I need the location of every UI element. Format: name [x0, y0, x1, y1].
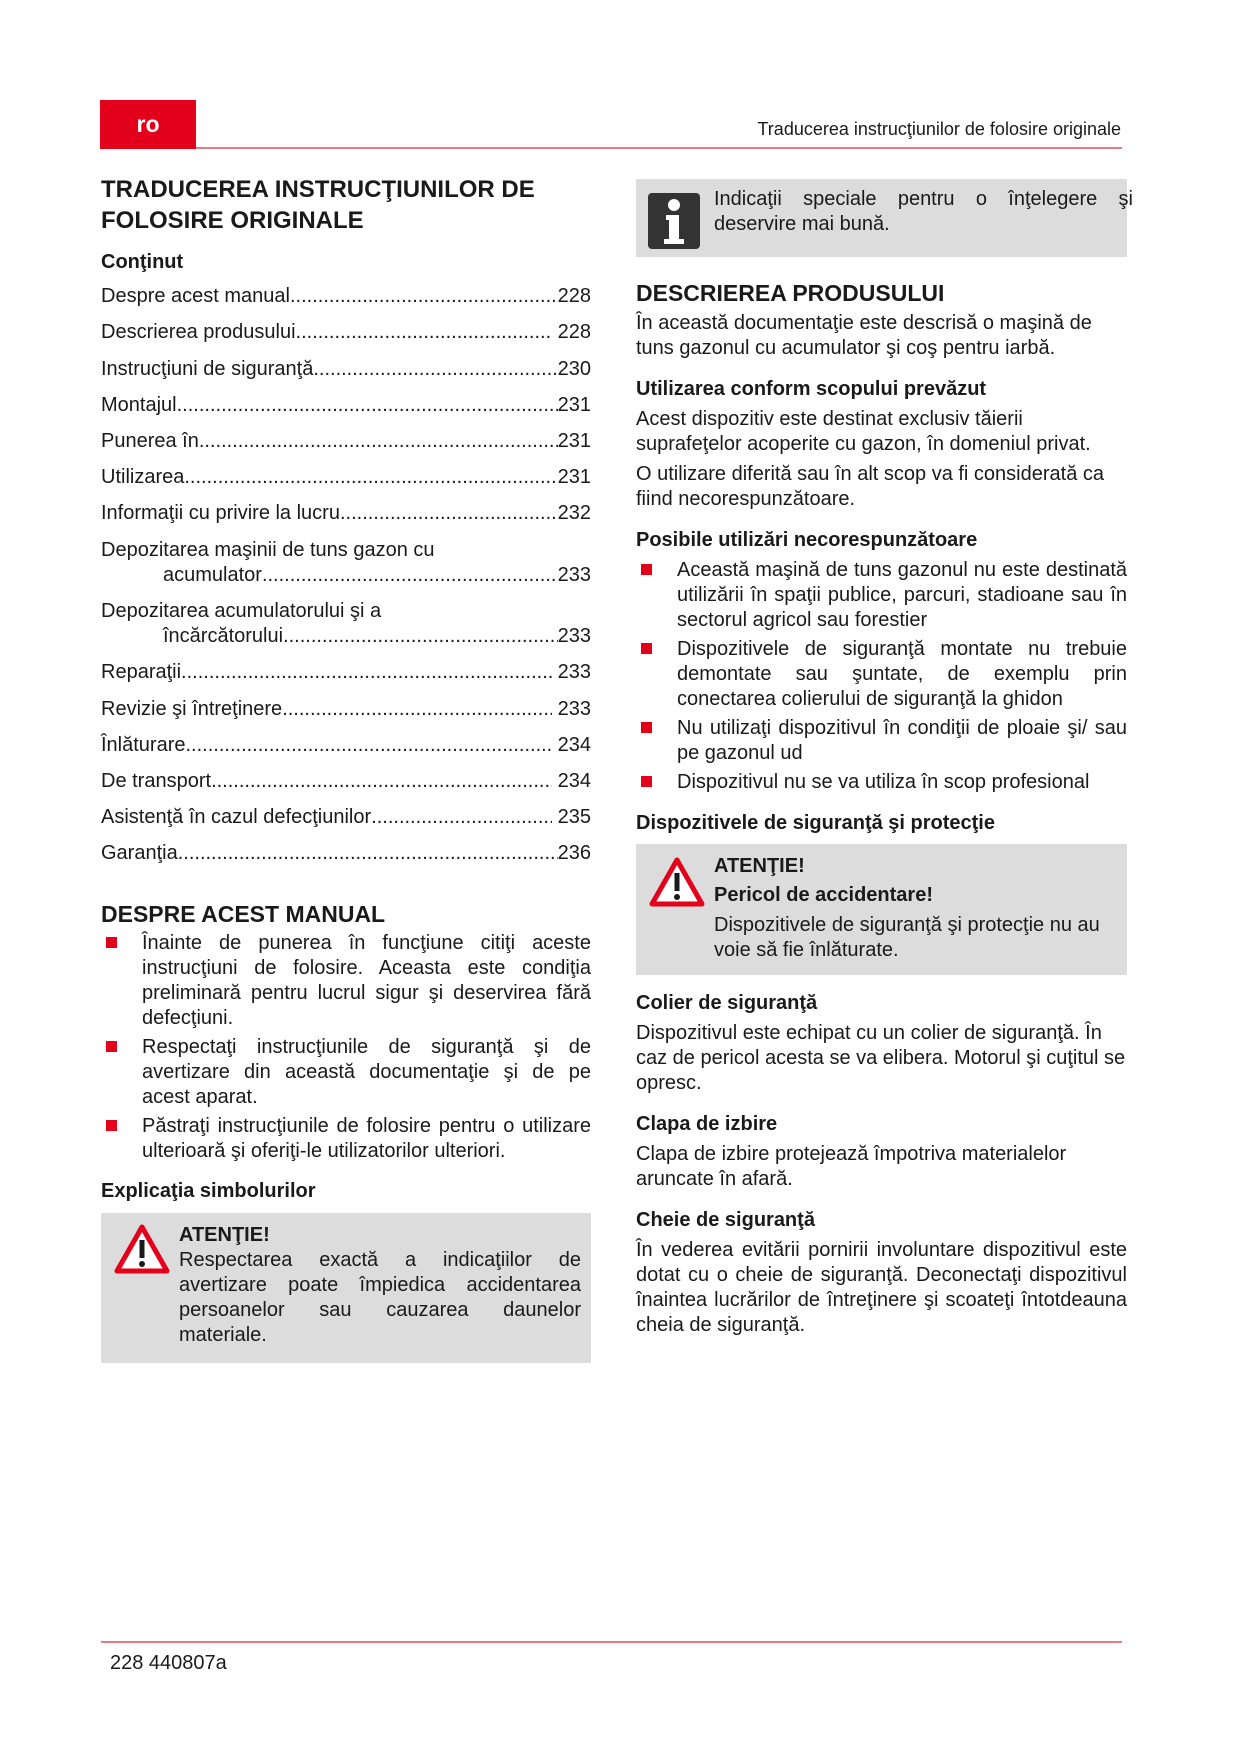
list-item: Păstraţi instrucţiunile de folosire pentru o utilizare ulterioară şi oferiţi-le utilizatorilor ulteriori. [101, 1114, 591, 1164]
toc-entry-text-cont: acumulator [163, 564, 262, 586]
toc-entry-text: Despre acest manual [101, 285, 290, 307]
impact-flap-text: Clapa de izbire protejează împotriva materialelor aruncate în afară. [636, 1143, 1067, 1190]
about-list [101, 931, 591, 1164]
toc-entry[interactable] [101, 733, 591, 758]
safety-devices-heading: Dispozitivele de siguranţă şi protecţie [636, 812, 995, 834]
toc-entry[interactable] [101, 660, 591, 685]
misuse-heading: Posibile utilizări necorespunzătoare [636, 529, 978, 551]
toc-entry-page: 233 [557, 625, 591, 647]
safety-collar-heading: Colier de siguranţă [636, 992, 818, 1014]
toc-entry-page: 230 [557, 358, 591, 380]
safety-warning-subtitle: Pericol de accidentare! [714, 884, 933, 906]
list-item: Respectaţi instrucţiunile de siguranţă şi de avertizare din această documentaţie şi de pe acest aparat. [101, 1035, 591, 1110]
safety-warning-box [636, 844, 1127, 975]
toc-entry[interactable] [101, 429, 591, 454]
warning-triangle-icon [113, 1223, 171, 1275]
list-item: Dispozitivele de siguranţă montate nu trebuie demontate sau şuntate, de exemplu prin conectarea colierului de siguranţă la ghidon [636, 637, 1127, 712]
toc-entry-text: Informaţii cu privire la lucru [101, 502, 340, 524]
info-icon [648, 193, 700, 249]
toc-entry-text-cont: încărcătorului [163, 625, 284, 647]
impact-flap-heading: Clapa de izbire [636, 1113, 778, 1135]
about-heading: DESPRE ACEST MANUAL [101, 901, 386, 927]
toc-entry-page: 233 [552, 661, 591, 683]
toc-entry[interactable] [101, 805, 591, 830]
toc-entry-page: 231 [557, 394, 591, 416]
toc-entry[interactable] [101, 697, 591, 722]
left-column [101, 174, 591, 1363]
info-box [636, 179, 1133, 257]
table-of-contents [101, 284, 591, 866]
description-heading: DESCRIEREA PRODUSULUI [636, 280, 945, 306]
toc-entry[interactable] [101, 769, 591, 794]
info-text: Indicaţii speciale pentru o înţelegere şi deservire mai bună. [714, 188, 1133, 235]
toc-entry-text: Depozitarea maşinii de tuns gazon cu [101, 539, 435, 561]
toc-entry[interactable] [101, 320, 591, 345]
toc-entry[interactable] [101, 284, 591, 309]
safety-warning-text: Dispozitivele de siguranţă şi protecţie nu au voie să fie înlăturate. [714, 914, 1100, 961]
safety-key-text: În vederea evitării pornirii involuntare dispozitivul este dotat cu o cheie de siguranţă. Deconectaţi dispozitivul înaintea lucrărilor de întreţinere şi scoateţi întotdeauna cheia de siguranţă. [636, 1239, 1127, 1336]
toc-entry[interactable] [101, 599, 591, 649]
header-divider [196, 147, 1122, 149]
page-title [101, 174, 591, 236]
intended-use-heading: Utilizarea conform scopului prevăzut [636, 378, 987, 400]
page-title-line2: FOLOSIRE ORIGINALE [101, 207, 364, 234]
safety-key-heading: Cheie de siguranţă [636, 1209, 815, 1231]
toc-entry-text: Utilizarea [101, 466, 185, 488]
toc-heading: Conţinut [101, 251, 184, 273]
description-text: În această documentaţie este descrisă o maşină de tuns gazonul cu acumulator şi coş pentru iarbă. [636, 312, 1092, 359]
list-item: Această maşină de tuns gazonul nu este destinată utilizării în spaţii publice, parcuri, stadioane sau în sectorul agricol sau forestier [636, 558, 1127, 633]
warning-triangle-icon [648, 856, 706, 908]
intended-use-note: O utilizare diferită sau în alt scop va fi considerată ca fiind necorespunzătoare. [636, 463, 1105, 510]
toc-entry-page: 231 [557, 466, 591, 488]
toc-entry-text: Punerea în [101, 430, 199, 452]
toc-entry-page: 236 [557, 842, 591, 864]
toc-entry-page: 232 [557, 502, 591, 524]
warning-text: Respectarea exactă a indicaţiilor de avertizare poate împiedica accidentarea persoanelor sau cauzarea daunelor materiale. [179, 1249, 581, 1346]
right-column [636, 179, 1133, 1338]
safety-warning-title: ATENŢIE! [714, 855, 805, 877]
warning-box [101, 1213, 591, 1363]
list-item: Nu utilizaţi dispozitivul în condiţii de ploaie şi/ sau pe gazonul ud [636, 716, 1127, 766]
toc-entry-page: 234 [552, 770, 591, 792]
toc-entry[interactable] [101, 357, 591, 382]
toc-entry[interactable] [101, 465, 591, 490]
toc-entry[interactable] [101, 538, 591, 588]
toc-entry-page: 235 [552, 806, 591, 828]
header-title: Traducerea instrucţiunilor de folosire originale [757, 119, 1121, 139]
toc-entry[interactable] [101, 841, 591, 866]
footer-divider [101, 1641, 1122, 1643]
warning-title: ATENŢIE! [179, 1224, 270, 1246]
toc-entry-text: Montajul [101, 394, 177, 416]
footer-page-number: 228 440807a [110, 1652, 227, 1674]
symbols-heading: Explicaţia simbolurilor [101, 1180, 316, 1202]
toc-entry-page: 231 [557, 430, 591, 452]
toc-entry-text: Descrierea produsului [101, 321, 296, 343]
toc-entry-text: Instrucţiuni de siguranţă [101, 358, 314, 380]
toc-entry-text: Revizie şi întreţinere [101, 698, 283, 720]
toc-entry-page: 228 [552, 321, 591, 343]
toc-entry-text: Asistenţă în cazul defecţiunilor [101, 806, 372, 828]
toc-entry-text: Înlăturare [101, 734, 186, 756]
toc-entry[interactable] [101, 393, 591, 418]
toc-entry-text: Reparaţii [101, 661, 182, 683]
page-title-line1: TRADUCEREA INSTRUCŢIUNILOR DE [101, 176, 535, 203]
toc-entry[interactable] [101, 501, 591, 526]
toc-entry-page: 234 [552, 734, 591, 756]
intended-use-text: Acest dispozitiv este destinat exclusiv tăierii suprafeţelor acoperite cu gazon, în domeniul privat. [636, 408, 1091, 455]
toc-entry-page: 228 [557, 285, 591, 307]
list-item: Dispozitivul nu se va utiliza în scop profesional [636, 770, 1127, 795]
toc-entry-page: 233 [557, 564, 591, 586]
list-item: Înainte de punerea în funcţiune citiţi aceste instrucţiuni de folosire. Aceasta este condiţia preliminară pentru lucrul sigur şi deservirea fără defecţiuni. [101, 931, 591, 1031]
language-tab: ro [100, 100, 196, 149]
toc-entry-text: Garanţia [101, 842, 178, 864]
toc-entry-page: 233 [552, 698, 591, 720]
toc-entry-text: De transport [101, 770, 212, 792]
misuse-list [636, 558, 1127, 795]
toc-entry-text: Depozitarea acumulatorului şi a [101, 600, 382, 622]
safety-collar-text: Dispozitivul este echipat cu un colier de siguranţă. În caz de pericol acesta se va elibera. Motorul şi cuţitul se opresc. [636, 1022, 1126, 1094]
